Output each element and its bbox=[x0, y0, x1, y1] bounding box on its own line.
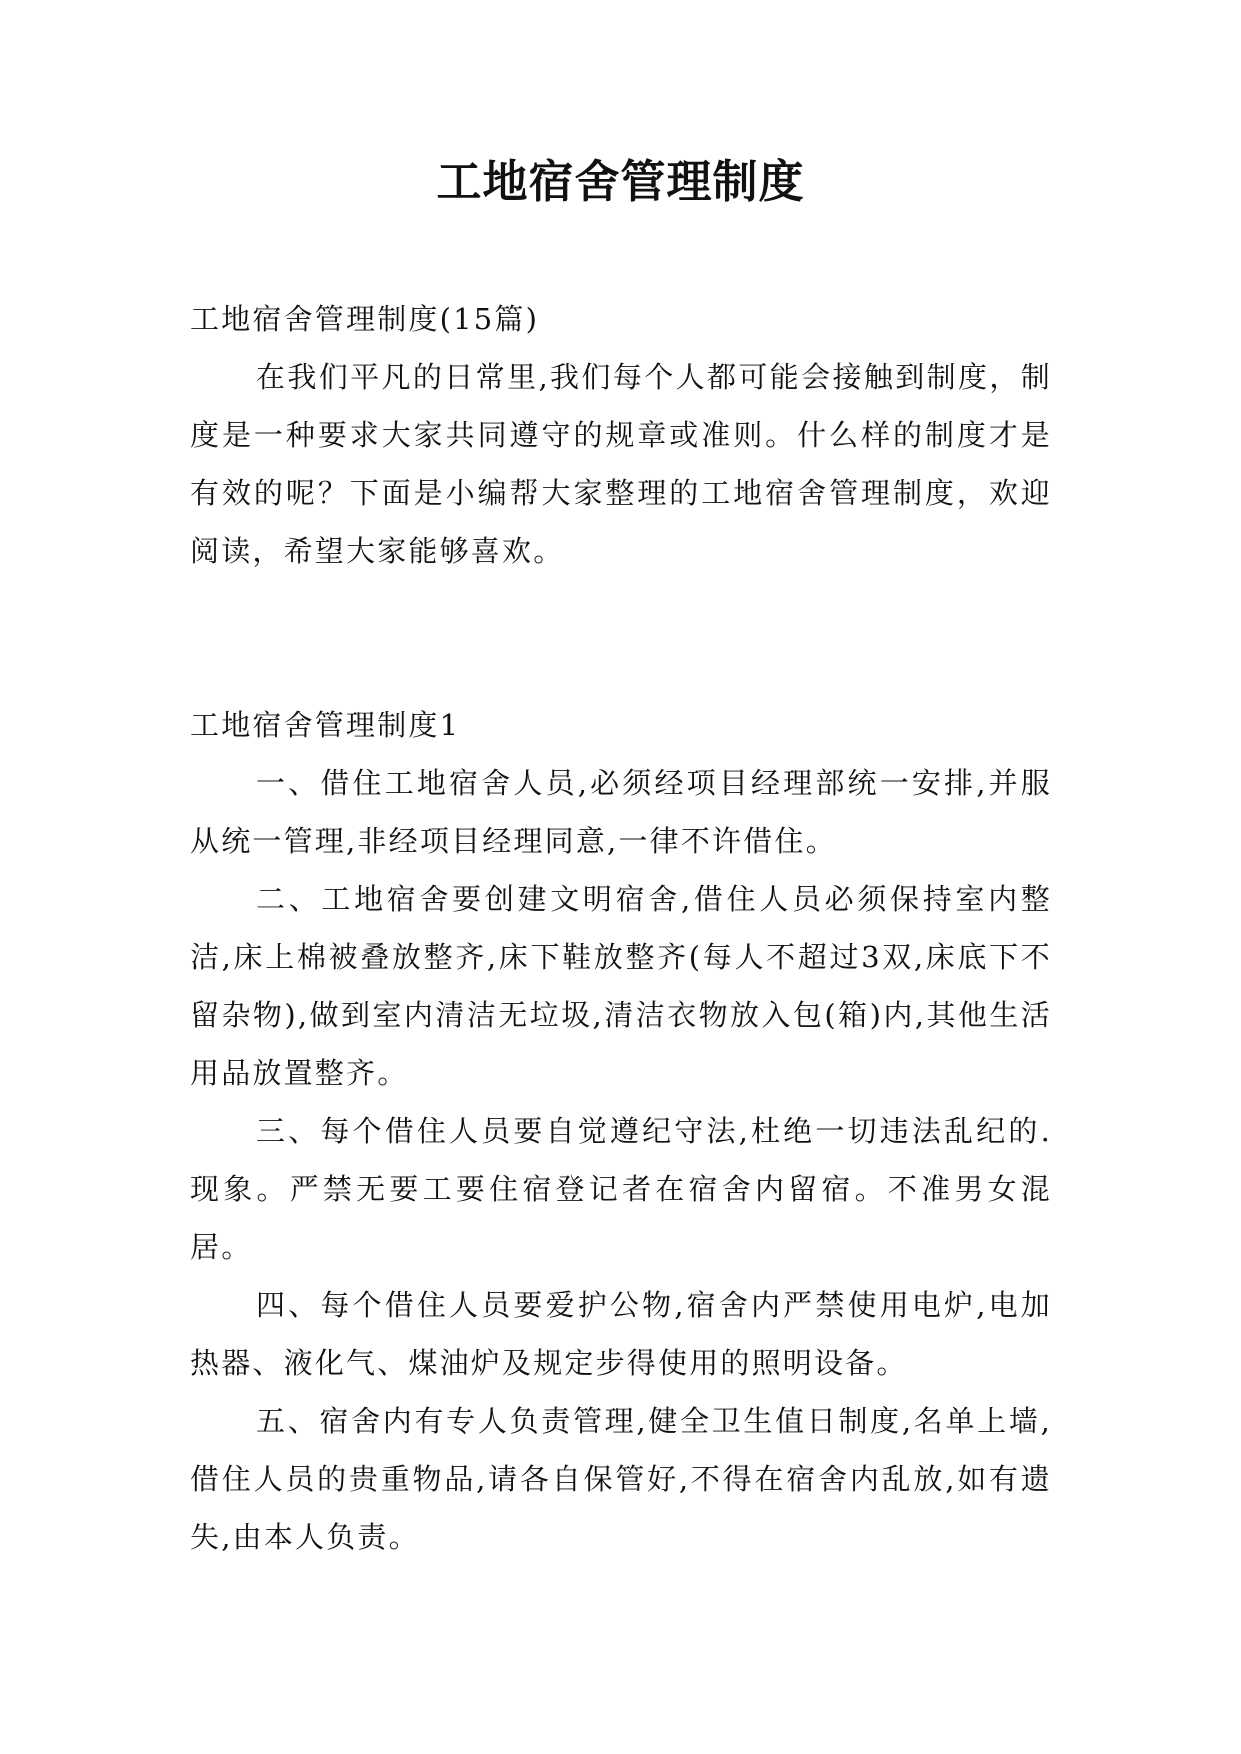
rule-paragraph-2: 二、工地宿舍要创建文明宿舍,借住人员必须保持室内整洁,床上棉被叠放整齐,床下鞋放整齐(每人不超过3双,床底下不留杂物),做到室内清洁无垃圾,清洁衣物放入包(箱)内,其他生活用品放置整齐。 bbox=[190, 882, 1052, 1090]
section-spacer bbox=[190, 580, 1052, 696]
document-title: 工地宿舍管理制度 bbox=[436, 155, 805, 208]
rule-paragraph-4: 四、每个借住人员要爱护公物,宿舍内严禁使用电炉,电加热器、液化气、煤油炉及规定步得使用的照明设备。 bbox=[190, 1288, 1052, 1380]
rule-paragraph-1: 一、借住工地宿舍人员,必须经项目经理部统一安排,并服从统一管理,非经项目经理同意,一律不许借住。 bbox=[190, 766, 1052, 858]
rule-paragraph-5: 五、宿舍内有专人负责管理,健全卫生值日制度,名单上墙,借住人员的贵重物品,请各自保管好,不得在宿舍内乱放,如有遗失,由本人负责。 bbox=[190, 1404, 1052, 1554]
intro-paragraph: 在我们平凡的日常里,我们每个人都可能会接触到制度，制度是一种要求大家共同遵守的规章或准则。什么样的制度才是有效的呢？下面是小编帮大家整理的工地宿舍管理制度，欢迎阅读，希望大家能够喜欢。 bbox=[190, 360, 1052, 568]
section-heading: 工地宿舍管理制度1 bbox=[190, 708, 461, 742]
document-subtitle: 工地宿舍管理制度(15篇) bbox=[190, 302, 540, 336]
rule-paragraph-3: 三、每个借住人员要自觉遵纪守法,杜绝一切违法乱纪的.现象。严禁无要工要住宿登记者在宿舍内留宿。不准男女混居。 bbox=[190, 1114, 1052, 1264]
document-body bbox=[190, 290, 1052, 1566]
